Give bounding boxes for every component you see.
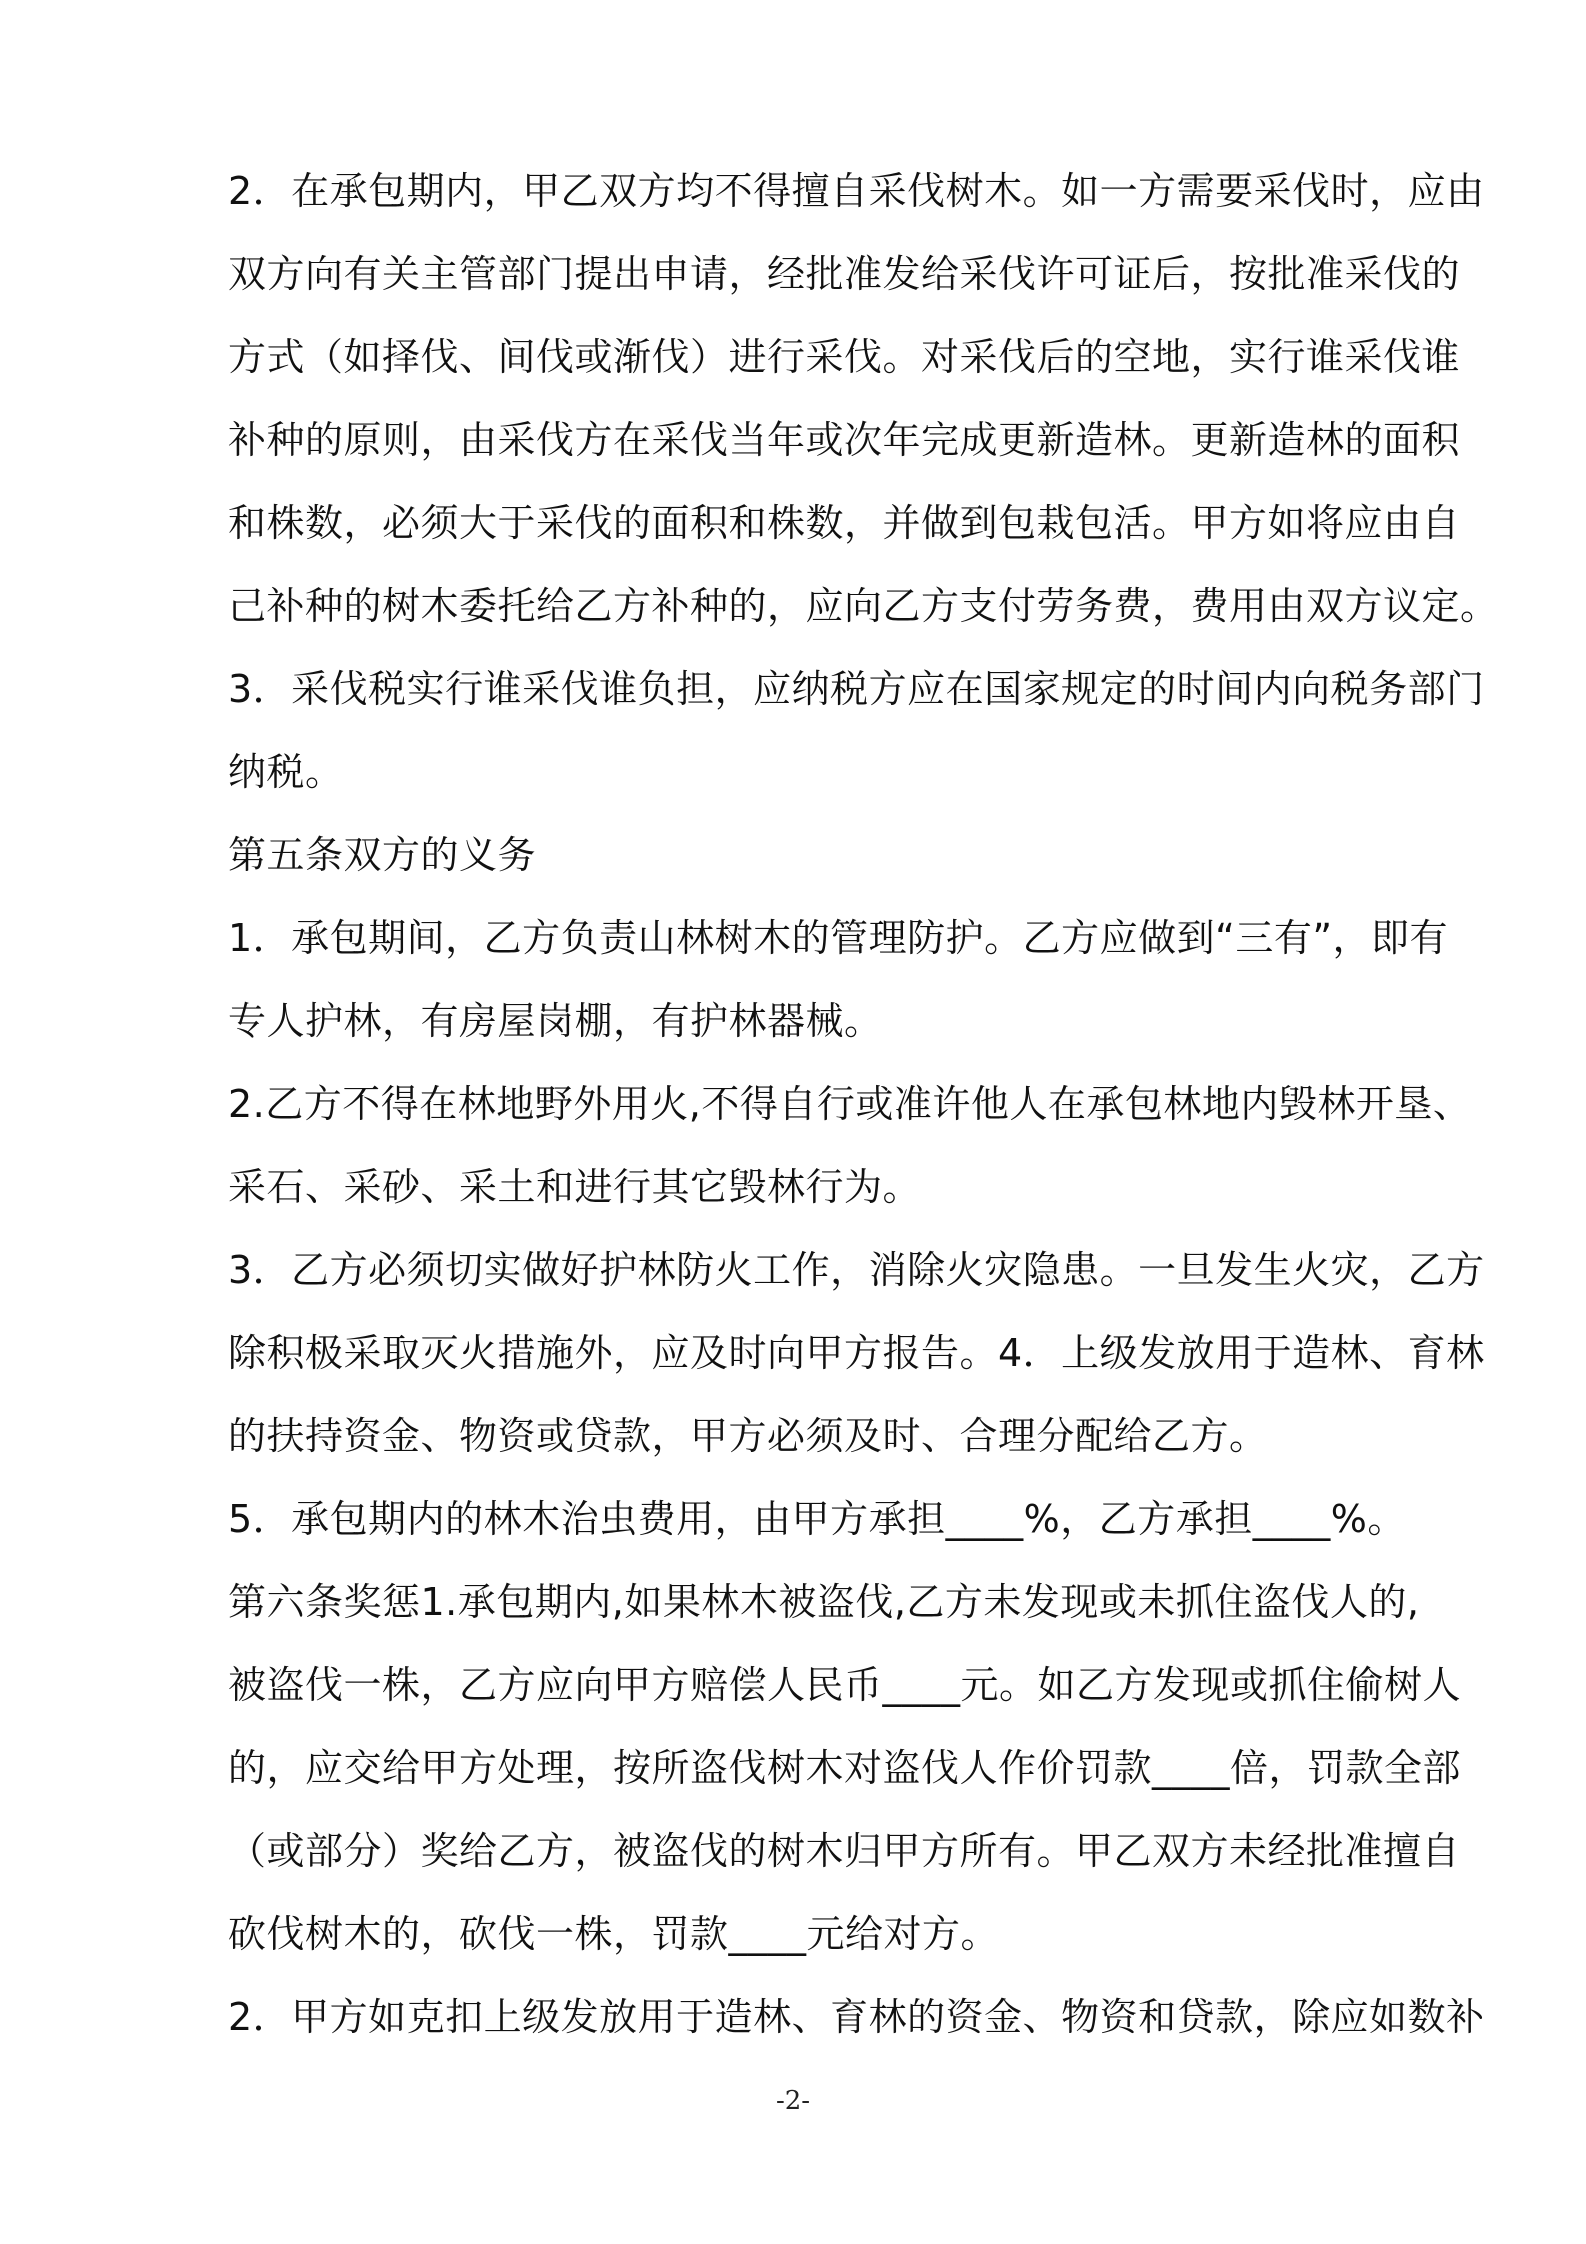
- document-body: [228, 150, 1499, 2059]
- text-line: （或部分）奖给乙方，被盗伐的树木归甲方所有。甲乙双方未经批准擅自: [228, 1829, 1461, 1873]
- text-line: 2.乙方不得在林地野外用火,不得自行或准许他人在承包林地内毁林开垦、: [228, 1082, 1472, 1126]
- section-heading: 第五条双方的义务: [228, 833, 537, 877]
- text-line: 纳税。: [228, 750, 344, 794]
- text-line: 3．采伐税实行谁采伐谁负担，应纳税方应在国家规定的时间内向税务部门: [228, 667, 1485, 711]
- text-line: 的扶持资金、物资或贷款，甲方必须及时、合理分配给乙方。: [228, 1414, 1268, 1458]
- page-number: -2-: [775, 2086, 811, 2116]
- text-line: 2．在承包期内，甲乙双方均不得擅自采伐树木。如一方需要采伐时，应由: [228, 169, 1485, 213]
- text-line: 被盗伐一株，乙方应向甲方赔偿人民币____元。如乙方发现或抓住偷树人: [228, 1663, 1462, 1707]
- text-line: 双方向有关主管部门提出申请，经批准发给采伐许可证后，按批准采伐的: [228, 252, 1461, 296]
- text-line: 除积极采取灭火措施外，应及时向甲方报告。4．上级发放用于造林、育林: [228, 1331, 1485, 1375]
- text-line: 5．承包期内的林木治虫费用，由甲方承担____%，乙方承担____%。: [228, 1497, 1406, 1541]
- text-line: 补种的原则，由采伐方在采伐当年或次年完成更新造林。更新造林的面积: [228, 418, 1461, 462]
- text-line: 2．甲方如克扣上级发放用于造林、育林的资金、物资和贷款，除应如数补: [228, 1995, 1485, 2039]
- text-line: 己补种的树木委托给乙方补种的，应向乙方支付劳务费，费用由双方议定。: [228, 584, 1499, 628]
- text-line: 砍伐树木的，砍伐一株，罚款____元给对方。: [228, 1912, 1000, 1956]
- section-heading: 第六条奖惩1.承包期内,如果林木被盗伐,乙方未发现或未抓住盗伐人的,: [228, 1580, 1420, 1624]
- text-line: 1．承包期间，乙方负责山林树木的管理防护。乙方应做到“三有”，即有: [228, 916, 1449, 960]
- text-line: 3．乙方必须切实做好护林防火工作，消除火灾隐患。一旦发生火灾，乙方: [228, 1248, 1485, 1292]
- text-line: 方式（如择伐、间伐或渐伐）进行采伐。对采伐后的空地，实行谁采伐谁: [228, 335, 1461, 379]
- text-line: 采石、采砂、采土和进行其它毁林行为。: [228, 1165, 922, 1209]
- text-line: 的，应交给甲方处理，按所盗伐树木对盗伐人作价罚款____倍，罚款全部: [228, 1746, 1462, 1790]
- text-line: 专人护林，有房屋岗棚，有护林器械。: [228, 999, 883, 1043]
- text-line: 和株数，必须大于采伐的面积和株数，并做到包栽包活。甲方如将应由自: [228, 501, 1461, 545]
